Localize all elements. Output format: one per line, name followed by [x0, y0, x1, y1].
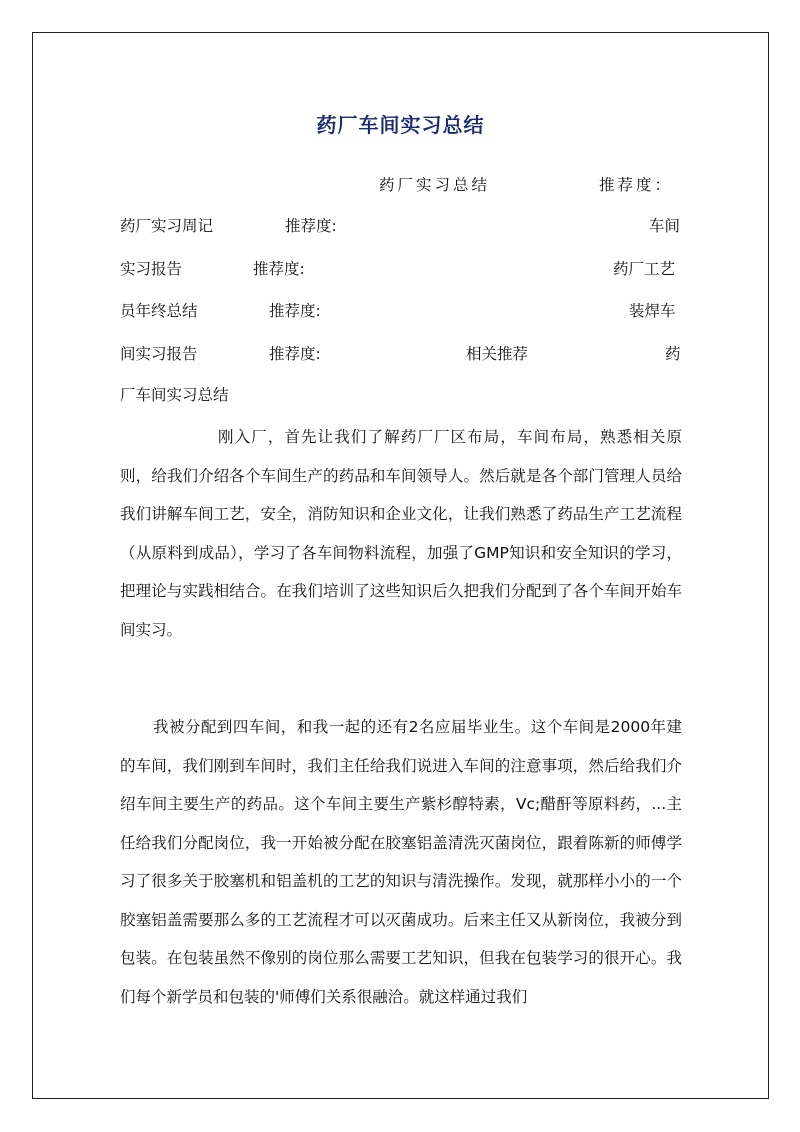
recommend-link[interactable]: 药厂工艺	[613, 260, 676, 278]
recommend-label: 推荐度:	[253, 260, 305, 278]
recommend-link[interactable]: 间实习报告	[120, 345, 198, 363]
recommend-link[interactable]: 员年终总结	[120, 302, 198, 320]
recommend-related-label: 相关推荐	[466, 345, 529, 363]
recommend-link[interactable]: 药	[665, 345, 681, 363]
paragraph-2	[120, 708, 682, 1016]
recommend-header-title[interactable]: 药厂实习总结	[379, 176, 491, 194]
paragraph-1	[120, 418, 682, 649]
paragraph-text: 我被分配到四车间，和我一起的还有2名应届毕业生。这个车间是2000年建的车间，我们刚到车间时，我们主任给我们说进入车间的注意事项，然后给我们介绍车间主要生产的药品。这个车间主要生产紫杉醇特素，Vc;醋酐等原料药，...主任给我们分配岗位，我一开始被分配在胶塞铝盖清洗灭菌岗位，跟着陈新的师傅学习了很多关于胶塞机和铝盖机的工艺的知识与清洗操作。发现，就那样小小的一个胶塞铝盖需要那么多的工艺流程才可以灭菌成功。后来主任又从新岗位，我被分到包装。在包装虽然不像别的岗位那么需要工艺知识，但我在包装学习的很开心。我们每个新学员和包装的'师傅们关系很融洽。就这样通过我们	[120, 718, 682, 1006]
recommend-label: 推荐度:	[285, 217, 337, 235]
recommend-link[interactable]: 车间	[649, 217, 681, 235]
document-title: 药厂车间实习总结	[316, 113, 485, 137]
document-page	[32, 32, 769, 1099]
recommend-label: 推荐度:	[269, 302, 321, 320]
recommend-link[interactable]: 装焊车	[629, 302, 676, 320]
recommend-label: 推荐度:	[269, 345, 321, 363]
recommend-header-label: 推荐度：	[599, 176, 674, 194]
recommend-link[interactable]: 药厂实习周记	[120, 217, 214, 235]
recommend-link[interactable]: 厂车间实习总结	[120, 386, 229, 404]
recommend-link[interactable]: 实习报告	[120, 260, 183, 278]
paragraph-text: 刚入厂，首先让我们了解药厂厂区布局，车间布局，熟悉相关原则，给我们介绍各个车间生产的药品和车间领导人。然后就是各个部门管理人员给我们讲解车间工艺，安全，消防知识和企业文化，让我们熟悉了药品生产工艺流程（从原料到成品），学习了各车间物料流程，加强了GMP知识和安全知识的学习，把理论与实践相结合。在我们培训了这些知识后久把我们分配到了各个车间开始车间实习。	[120, 428, 682, 639]
